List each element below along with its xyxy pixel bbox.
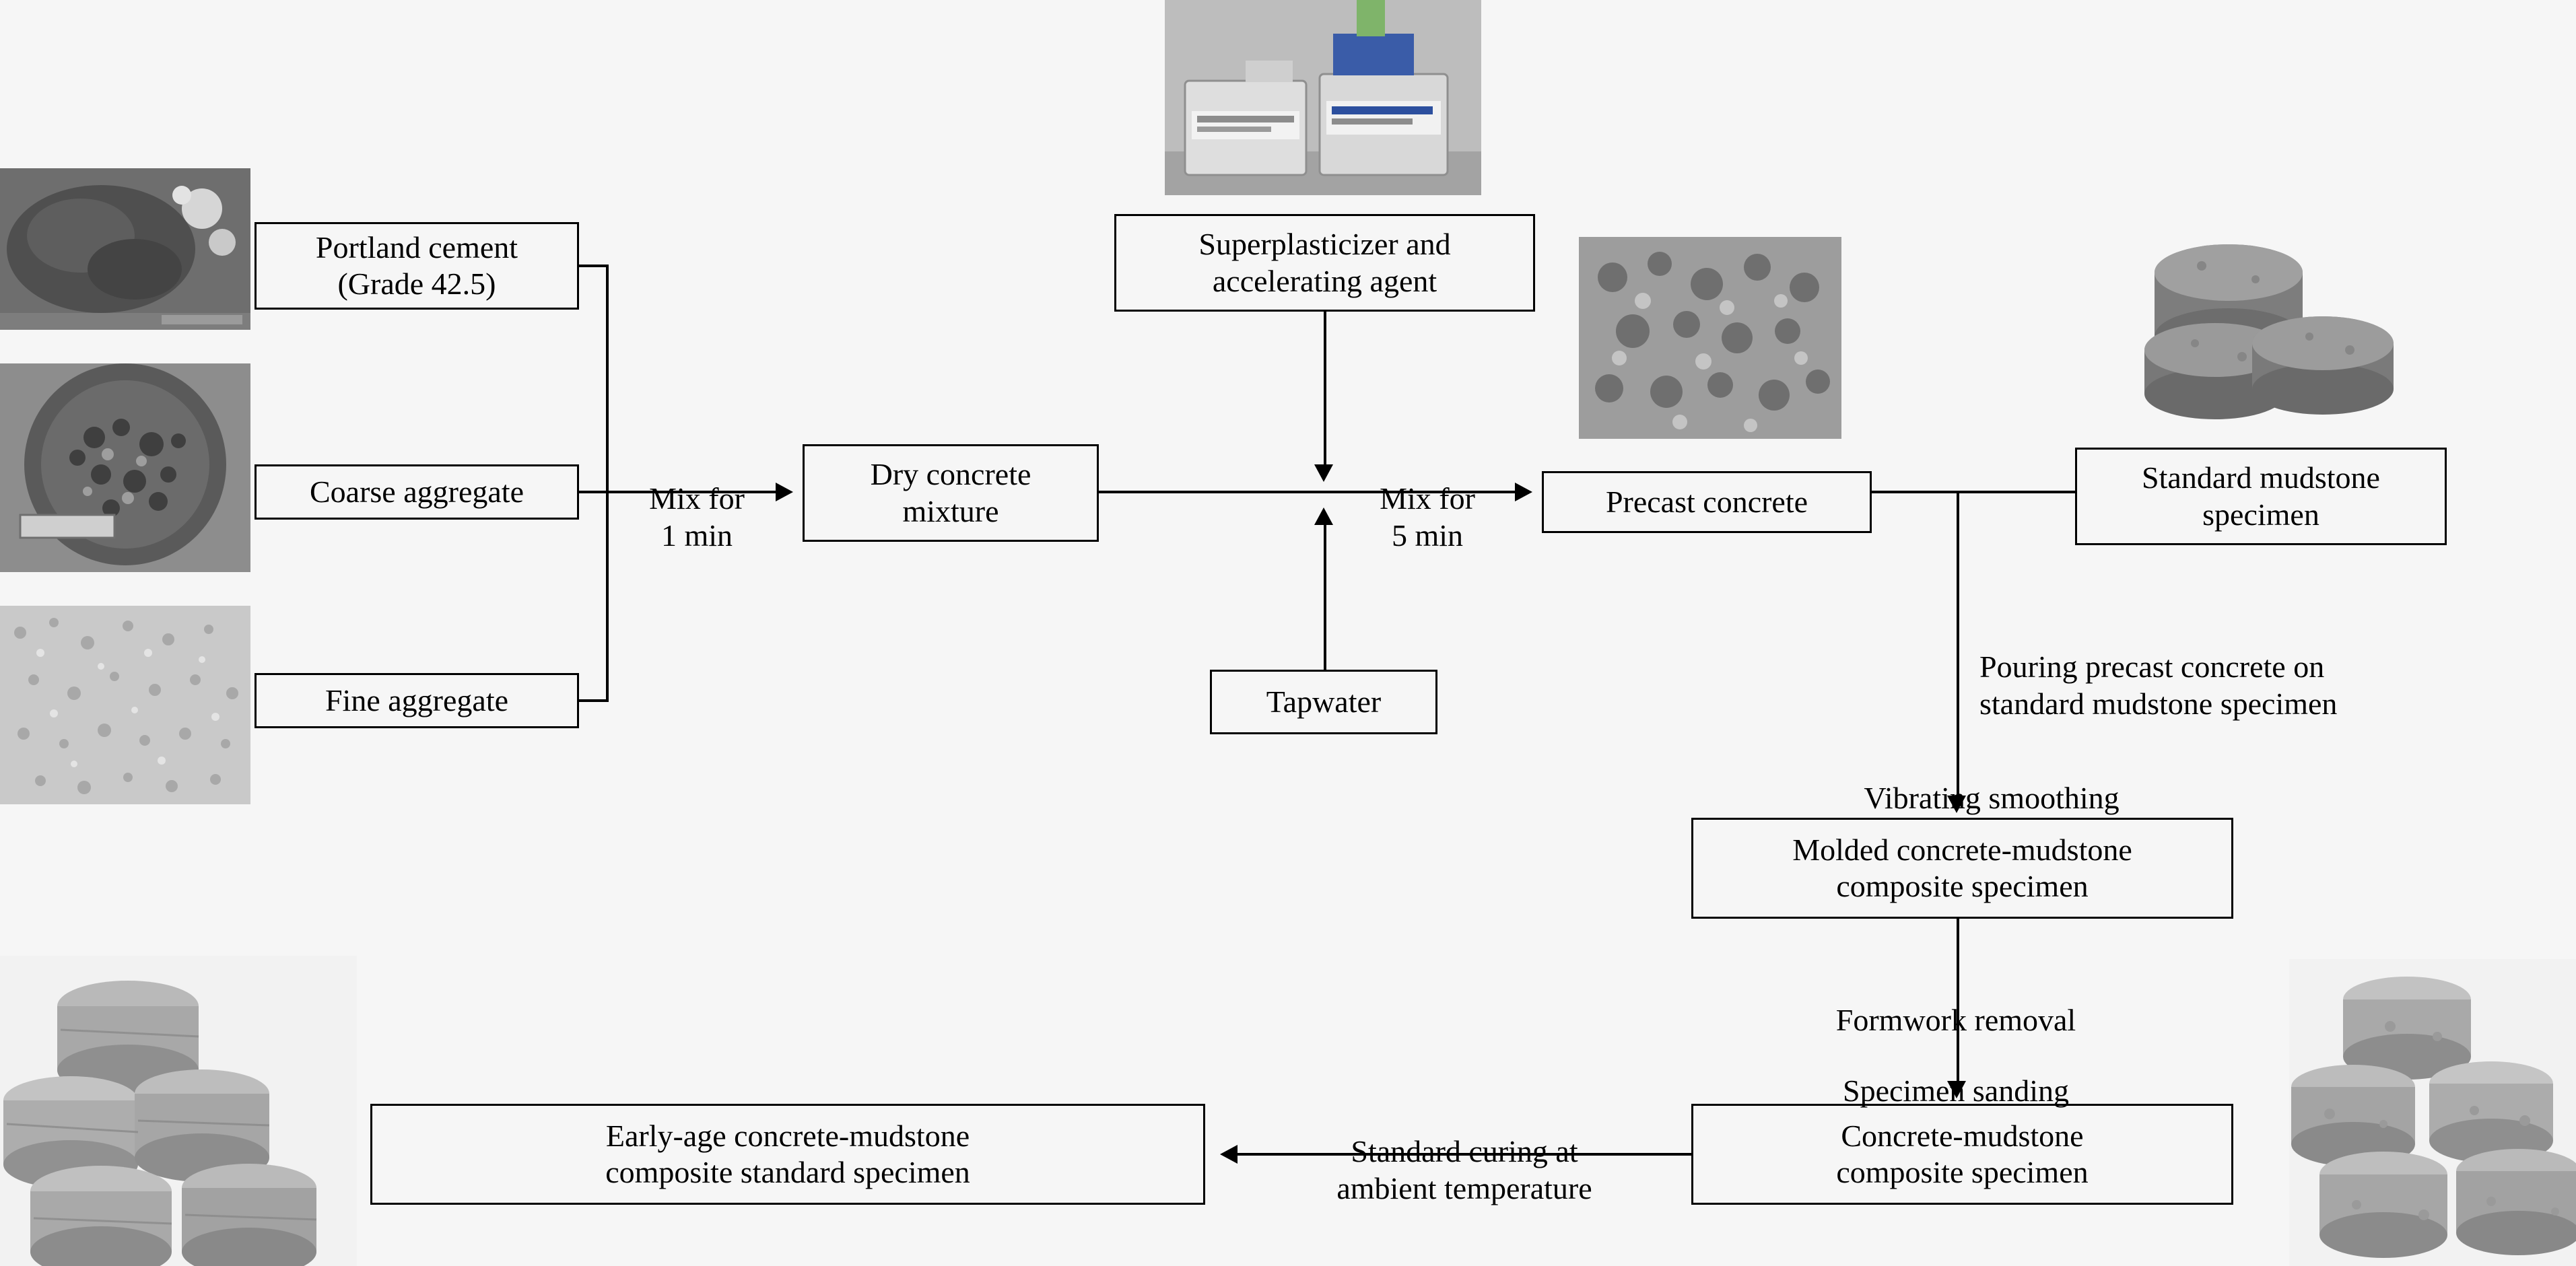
edge-superplasticizer-down: [1324, 312, 1326, 466]
edge-label-mix-5min-line2: 5 min: [1391, 518, 1464, 553]
box-superplasticizer-line1: Superplasticizer and: [1198, 227, 1451, 262]
edge-label-specimen-sanding-text: Specimen sanding: [1843, 1074, 2069, 1109]
box-portland-cement-line1: Portland cement: [315, 230, 518, 265]
edge-label-vibrating-smoothing: [1783, 744, 2200, 817]
arrowhead-to-precast: [1515, 483, 1532, 501]
photo-mudstone-cylinders: [2121, 225, 2407, 421]
edge-label-pouring-line2: standard mudstone specimen: [1979, 686, 2338, 721]
box-early-age-standard-specimen: [370, 1104, 1205, 1205]
arrowhead-to-early-age: [1220, 1145, 1238, 1164]
box-superplasticizer-line2: accelerating agent: [1212, 263, 1437, 298]
edge-aggregate-bus: [606, 265, 609, 702]
box-concrete-mudstone-composite-specimen-line1: Concrete-mudstone: [1841, 1118, 2084, 1153]
arrowhead-tapwater: [1314, 507, 1333, 525]
edge-coarse-to-bus: [578, 491, 609, 493]
box-coarse-aggregate-label: Coarse aggregate: [309, 474, 524, 509]
box-fine-aggregate-label: Fine aggregate: [325, 682, 509, 717]
box-precast-concrete-label: Precast concrete: [1605, 484, 1808, 519]
edge-label-standard-curing-line2: ambient temperature: [1336, 1170, 1592, 1205]
arrowhead-to-dry-mixture: [776, 483, 793, 501]
box-standard-mudstone-specimen: [2075, 448, 2447, 545]
photo-wrapped-specimens: [0, 956, 357, 1266]
edge-label-specimen-sanding: [1767, 1036, 2144, 1110]
photo-admixture-buckets: [1165, 0, 1481, 195]
box-early-age-standard-specimen-line2: composite standard specimen: [605, 1155, 970, 1189]
box-concrete-mudstone-composite-specimen-line2: composite specimen: [1836, 1155, 2089, 1189]
box-superplasticizer: [1114, 214, 1535, 312]
edge-label-formwork-removal: [1767, 966, 2144, 1039]
box-early-age-standard-specimen-line1: Early-age concrete-mudstone: [605, 1118, 970, 1153]
box-tapwater-label: Tapwater: [1266, 684, 1382, 719]
box-tapwater: [1210, 670, 1437, 734]
edge-fine-to-bus: [578, 699, 609, 702]
box-dry-concrete-mixture: [803, 444, 1099, 542]
edge-precast-to-mudstone: [1872, 491, 2076, 493]
edge-label-formwork-removal-text: Formwork removal: [1835, 1003, 2076, 1038]
box-molded-composite-specimen-line2: composite specimen: [1836, 869, 2089, 903]
edge-label-mix-1min-line1: Mix for: [649, 481, 745, 516]
box-fine-aggregate: [255, 673, 579, 728]
edge-label-mix-1min: [616, 444, 778, 554]
edge-label-standard-curing: [1256, 1097, 1673, 1207]
box-concrete-mudstone-composite-specimen: [1691, 1104, 2233, 1205]
edge-cement-to-bus: [578, 265, 609, 267]
photo-precast-concrete: [1579, 237, 1841, 439]
photo-coarse-aggregate: [0, 363, 250, 572]
photo-cement: [0, 168, 250, 330]
box-molded-composite-specimen: [1691, 818, 2233, 919]
box-dry-concrete-mixture-line2: mixture: [902, 493, 999, 528]
box-coarse-aggregate: [255, 464, 579, 520]
edge-label-mix-5min-line1: Mix for: [1380, 481, 1475, 516]
edge-label-vibrating-smoothing-text: Vibrating smoothing: [1864, 781, 2120, 816]
edge-label-pouring: [1979, 612, 2525, 722]
box-precast-concrete: [1542, 471, 1872, 533]
box-dry-concrete-mixture-line1: Dry concrete: [870, 457, 1031, 492]
box-portland-cement-line2: (Grade 42.5): [337, 267, 496, 301]
box-molded-composite-specimen-line1: Molded concrete-mudstone: [1792, 832, 2132, 867]
box-standard-mudstone-specimen-line1: Standard mudstone: [2142, 460, 2380, 495]
box-portland-cement: [255, 222, 579, 310]
box-standard-mudstone-specimen-line2: specimen: [2202, 497, 2319, 532]
arrowhead-superplasticizer: [1314, 464, 1333, 482]
edge-label-mix-1min-line2: 1 min: [660, 518, 733, 553]
edge-label-pouring-line1: Pouring precast concrete on: [1979, 649, 2325, 684]
photo-fine-aggregate: [0, 606, 250, 804]
edge-label-mix-5min: [1347, 444, 1508, 554]
edge-tapwater-up: [1324, 525, 1326, 670]
photo-composite-specimens: [2289, 959, 2576, 1266]
edge-label-standard-curing-line1: Standard curing at: [1351, 1134, 1578, 1169]
